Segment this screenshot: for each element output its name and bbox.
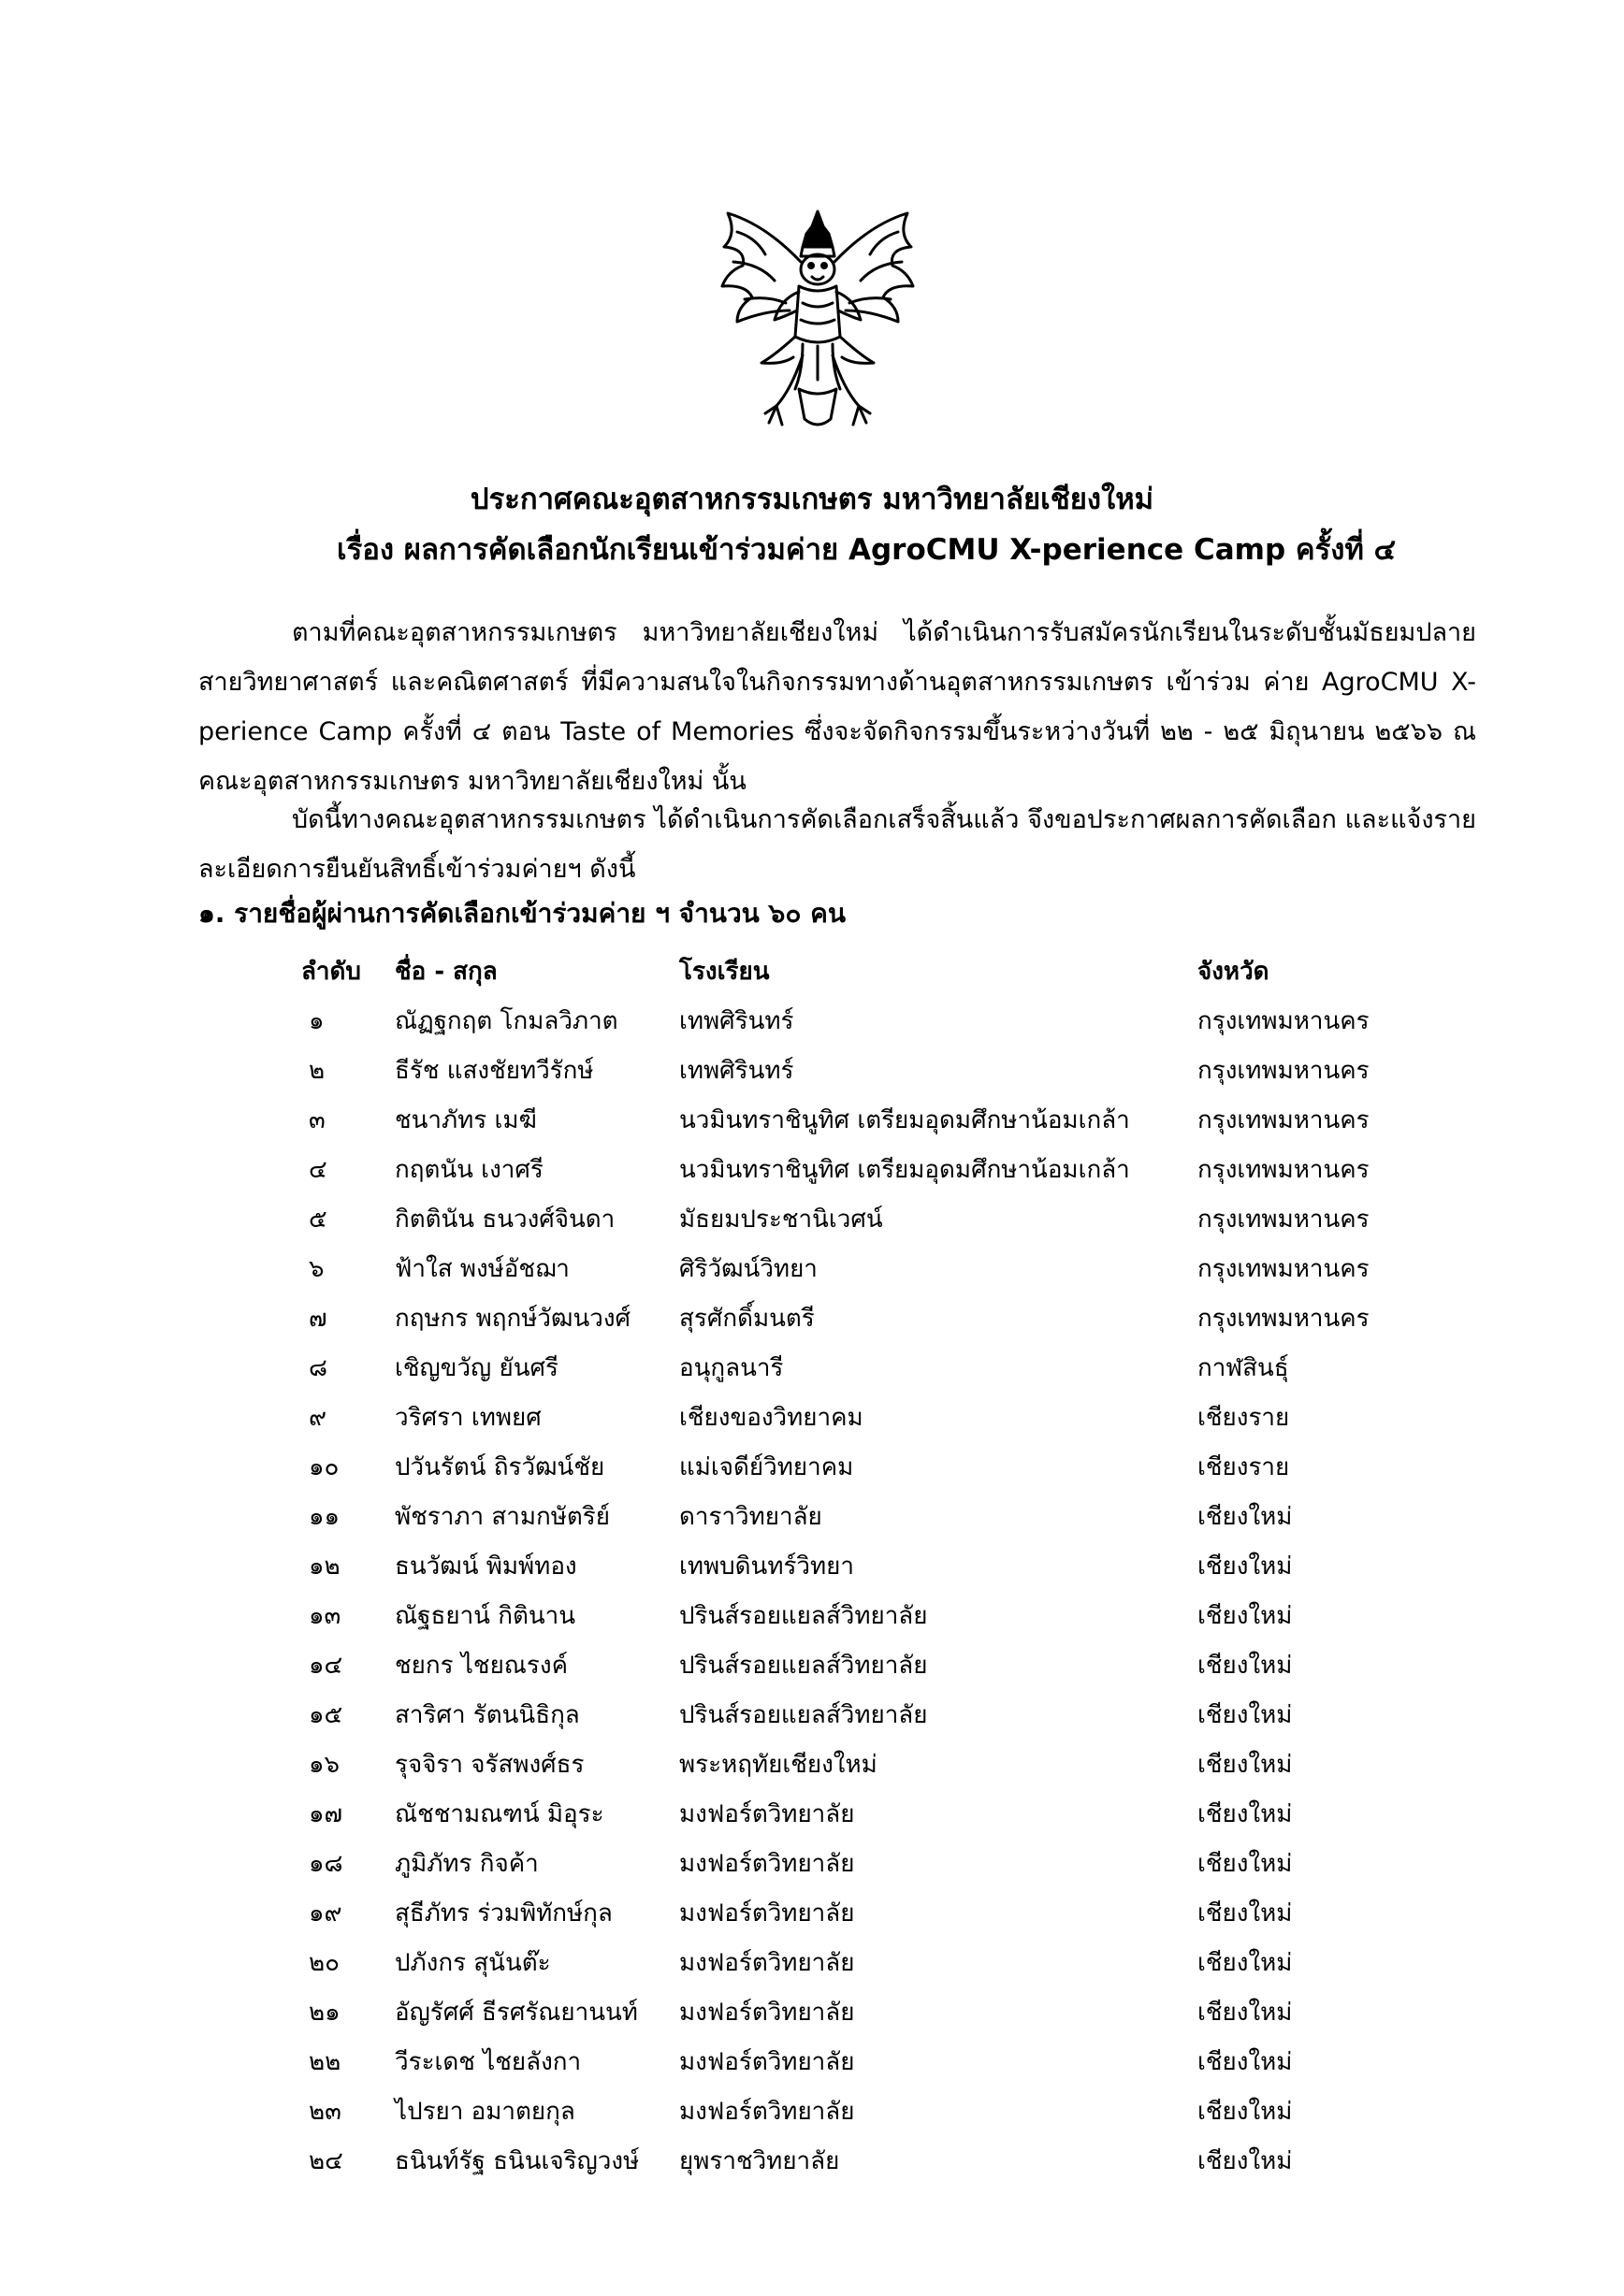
student-name: สาริศา รัตนนิธิกุล xyxy=(395,1701,580,1729)
row-number: ๒๐ xyxy=(309,1949,341,1977)
school-name: ยุพราชวิทยาลัย xyxy=(679,2147,840,2175)
province-name: เชียงใหม่ xyxy=(1197,2147,1293,2175)
school-name: มงฟอร์ตวิทยาลัย xyxy=(679,2048,855,2076)
table-row xyxy=(301,1293,1441,1343)
row-number: ๒๒ xyxy=(309,2048,341,2076)
row-number: ๑๓ xyxy=(309,1602,341,1630)
table-row xyxy=(301,1343,1441,1393)
section-heading: ๑. รายชื่อผู้ผ่านการคัดเลือกเข้าร่วมค่าย ฯ จำนวน ๖๐ คน xyxy=(198,898,847,929)
student-name: ณัชชามณฑน์ มิอุระ xyxy=(395,1800,604,1828)
header-number: ลำดับ xyxy=(301,958,361,986)
row-number: ๑๐ xyxy=(309,1453,340,1481)
school-name: เทพบดินทร์วิทยา xyxy=(679,1552,855,1581)
student-name: ชนาภัทร เมฆี xyxy=(395,1106,537,1134)
table-row xyxy=(301,1789,1441,1839)
student-name: ฟ้าใส พงษ์อัชฌา xyxy=(395,1255,570,1283)
province-name: เชียงใหม่ xyxy=(1197,1899,1293,1928)
table-row xyxy=(301,1046,1441,1095)
province-name: เชียงใหม่ xyxy=(1197,1701,1293,1729)
row-number: ๔ xyxy=(309,1156,327,1184)
row-number: ๖ xyxy=(309,1255,325,1283)
student-name: เชิญขวัญ ยันศรี xyxy=(395,1354,558,1382)
province-name: กรุงเทพมหานคร xyxy=(1197,1206,1370,1234)
province-name: กาฬสินธุ์ xyxy=(1197,1354,1289,1382)
school-name: มงฟอร์ตวิทยาลัย xyxy=(679,1999,855,2027)
student-name: วีระเดช ไชยลังกา xyxy=(395,2048,582,2076)
row-number: ๑๔ xyxy=(309,1652,343,1680)
student-name: กิตตินัน ธนวงศ์จินดา xyxy=(395,1206,616,1234)
row-number: ๑ xyxy=(309,1007,325,1035)
school-name: มัธยมประชานิเวศน์ xyxy=(679,1206,883,1234)
province-name: เชียงใหม่ xyxy=(1197,1949,1293,1977)
school-name: มงฟอร์ตวิทยาลัย xyxy=(679,1899,855,1928)
table-row xyxy=(301,2136,1441,2186)
header-school: โรงเรียน xyxy=(679,958,770,986)
table-row xyxy=(301,1492,1441,1541)
school-name: มงฟอร์ตวิทยาลัย xyxy=(679,1949,855,1977)
school-name: นวมินทราชินูทิศ เตรียมอุดมศึกษาน้อมเกล้า xyxy=(679,1156,1130,1184)
row-number: ๘ xyxy=(309,1354,328,1382)
table-row xyxy=(301,1442,1441,1492)
row-number: ๑๗ xyxy=(309,1800,343,1828)
student-name: ปภังกร สุนันต๊ะ xyxy=(395,1949,551,1977)
table-row xyxy=(301,1740,1441,1789)
row-number: ๓ xyxy=(309,1106,326,1134)
province-name: เชียงใหม่ xyxy=(1197,2048,1293,2076)
province-name: เชียงราย xyxy=(1197,1453,1290,1481)
intro-paragraph xyxy=(198,608,1476,806)
student-name: ภูมิภัทร กิจค้า xyxy=(395,1850,539,1878)
student-name: อัญรัศศ์ ธีรศรัณยานนท์ xyxy=(395,1999,638,2027)
table-row xyxy=(301,1145,1441,1194)
table-row xyxy=(301,1541,1441,1591)
province-name: กรุงเทพมหานคร xyxy=(1197,1057,1370,1085)
province-name: เชียงใหม่ xyxy=(1197,1751,1293,1779)
table-row xyxy=(301,1194,1441,1244)
intro-paragraph-text: ตามที่คณะอุตสาหกรรมเกษตร มหาวิทยาลัยเชียงใหม่ ได้ดำเนินการรับสมัครนักเรียนในระดับชั้นมัธยมปลาย สายวิทยาศาสตร์ และคณิตศาสตร์ ที่มีความสนใจในกิจกรรมทางด้านอุตสาหกรรมเกษตร เข้าร่วม ค่าย AgroCMU X-perience Camp ครั้งที่ ๔ ตอน Taste of Memories ซึ่งจะจัดกิจกรรมขึ้นระหว่างวันที่ ๒๒ - ๒๕ มิถุนายน ๒๕๖๖ ณ คณะอุตสาหกรรมเกษตร มหาวิทยาลัยเชียงใหม่ นั้น xyxy=(198,618,1476,796)
province-name: กรุงเทพมหานคร xyxy=(1197,1255,1370,1283)
province-name: เชียงใหม่ xyxy=(1197,1503,1293,1531)
table-row xyxy=(301,1888,1441,1938)
province-name: กรุงเทพมหานคร xyxy=(1197,1305,1370,1333)
school-name: มงฟอร์ตวิทยาลัย xyxy=(679,1850,855,1878)
table-body xyxy=(301,996,1441,2186)
table-row xyxy=(301,2087,1441,2136)
table-row xyxy=(301,1938,1441,1987)
school-name: สุรศักดิ์มนตรี xyxy=(679,1305,815,1333)
school-name: เทพศิรินทร์ xyxy=(679,1007,794,1035)
table-row xyxy=(301,1095,1441,1145)
province-name: เชียงใหม่ xyxy=(1197,1602,1293,1630)
garuda-emblem-icon xyxy=(709,206,926,435)
row-number: ๑๖ xyxy=(309,1751,341,1779)
table-row xyxy=(301,1591,1441,1640)
student-name: พัชราภา สามกษัตริย์ xyxy=(395,1503,610,1531)
province-name: เชียงใหม่ xyxy=(1197,1552,1293,1581)
table-row xyxy=(301,1690,1441,1740)
school-name: อนุกูลนารี xyxy=(679,1354,784,1382)
school-name: เชียงของวิทยาคม xyxy=(679,1404,863,1432)
student-name: วริศรา เทพยศ xyxy=(395,1404,542,1432)
announcement-subject: เรื่อง ผลการคัดเลือกนักเรียนเข้าร่วมค่าย AgroCMU X-perience Camp ครั้งที่ ๔ xyxy=(337,533,1397,567)
header-province: จังหวัด xyxy=(1197,958,1269,986)
province-name: กรุงเทพมหานคร xyxy=(1197,1007,1370,1035)
student-name: ณัฏฐกฤต โกมลวิภาต xyxy=(395,1007,618,1035)
table-row xyxy=(301,1640,1441,1690)
student-name: สุธีภัทร ร่วมพิทักษ์กุล xyxy=(395,1899,613,1928)
row-number: ๒๓ xyxy=(309,2098,341,2126)
result-paragraph-text: บัดนี้ทางคณะอุตสาหกรรมเกษตร ได้ดำเนินการคัดเลือกเสร็จสิ้นแล้ว จึงขอประกาศผลการคัดเลือก และแจ้งรายละเอียดการยืนยันสิทธิ์เข้าร่วมค่ายฯ ดังนี้ xyxy=(198,805,1476,884)
province-name: เชียงราย xyxy=(1197,1404,1290,1432)
row-number: ๕ xyxy=(309,1206,327,1234)
row-number: ๗ xyxy=(309,1305,327,1333)
table-row xyxy=(301,1244,1441,1293)
table-row xyxy=(301,996,1441,1046)
student-name: ธีรัช แสงชัยทวีรักษ์ xyxy=(395,1057,594,1085)
province-name: เชียงใหม่ xyxy=(1197,1999,1293,2027)
school-name: ปรินส์รอยแยลส์วิทยาลัย xyxy=(679,1652,928,1680)
table-row xyxy=(301,1839,1441,1888)
province-name: เชียงใหม่ xyxy=(1197,1652,1293,1680)
school-name: ปรินส์รอยแยลส์วิทยาลัย xyxy=(679,1602,928,1630)
student-name: กฤษกร พฤกษ์วัฒนวงศ์ xyxy=(395,1305,631,1333)
student-name: ปวันรัตน์ ถิรวัฒน์ชัย xyxy=(395,1453,605,1481)
province-name: เชียงใหม่ xyxy=(1197,1850,1293,1878)
school-name: ปรินส์รอยแยลส์วิทยาลัย xyxy=(679,1701,928,1729)
table-row xyxy=(301,2037,1441,2087)
student-name: ธนินท์รัฐ ธนินเจริญวงษ์ xyxy=(395,2147,640,2175)
school-name: มงฟอร์ตวิทยาลัย xyxy=(679,2098,855,2126)
school-name: เทพศิรินทร์ xyxy=(679,1057,794,1085)
school-name: มงฟอร์ตวิทยาลัย xyxy=(679,1800,855,1828)
school-name: ศิริวัฒน์วิทยา xyxy=(679,1255,818,1283)
province-name: กรุงเทพมหานคร xyxy=(1197,1156,1370,1184)
header-name: ชื่อ - สกุล xyxy=(395,958,498,986)
student-name: ชยกร ไชยณรงค์ xyxy=(395,1652,568,1680)
province-name: เชียงใหม่ xyxy=(1197,2098,1293,2126)
student-name: รุจจิรา จรัสพงศ์ธร xyxy=(395,1751,585,1779)
school-name: พระหฤทัยเชียงใหม่ xyxy=(679,1751,877,1779)
selected-students-table xyxy=(301,946,1441,2186)
province-name: เชียงใหม่ xyxy=(1197,1800,1293,1828)
table-header-row xyxy=(301,946,1441,996)
table-row xyxy=(301,1987,1441,2037)
row-number: ๑๒ xyxy=(309,1552,341,1581)
row-number: ๙ xyxy=(309,1404,327,1432)
row-number: ๒๔ xyxy=(309,2147,343,2175)
row-number: ๑๙ xyxy=(309,1899,342,1928)
row-number: ๒๑ xyxy=(309,1999,341,2027)
province-name: กรุงเทพมหานคร xyxy=(1197,1106,1370,1134)
student-name: ไปรยา อมาตยกุล xyxy=(395,2098,575,2126)
student-name: ธนวัฒน์ พิมพ์ทอง xyxy=(395,1552,577,1581)
row-number: ๑๘ xyxy=(309,1850,343,1878)
school-name: นวมินทราชินูทิศ เตรียมอุดมศึกษาน้อมเกล้า xyxy=(679,1106,1130,1134)
result-paragraph xyxy=(198,795,1476,894)
row-number: ๑๑ xyxy=(309,1503,341,1531)
table-row xyxy=(301,1393,1441,1442)
school-name: ดาราวิทยาลัย xyxy=(679,1503,822,1531)
student-name: ณัฐธยาน์ กิตินาน xyxy=(395,1602,575,1630)
row-number: ๑๕ xyxy=(309,1701,343,1729)
student-name: กฤตนัน เงาศรี xyxy=(395,1156,544,1184)
school-name: แม่เจดีย์วิทยาคม xyxy=(679,1453,854,1481)
row-number: ๒ xyxy=(309,1057,326,1085)
announcement-title: ประกาศคณะอุตสาหกรรมเกษตร มหาวิทยาลัยเชียงใหม่ xyxy=(470,483,1154,516)
